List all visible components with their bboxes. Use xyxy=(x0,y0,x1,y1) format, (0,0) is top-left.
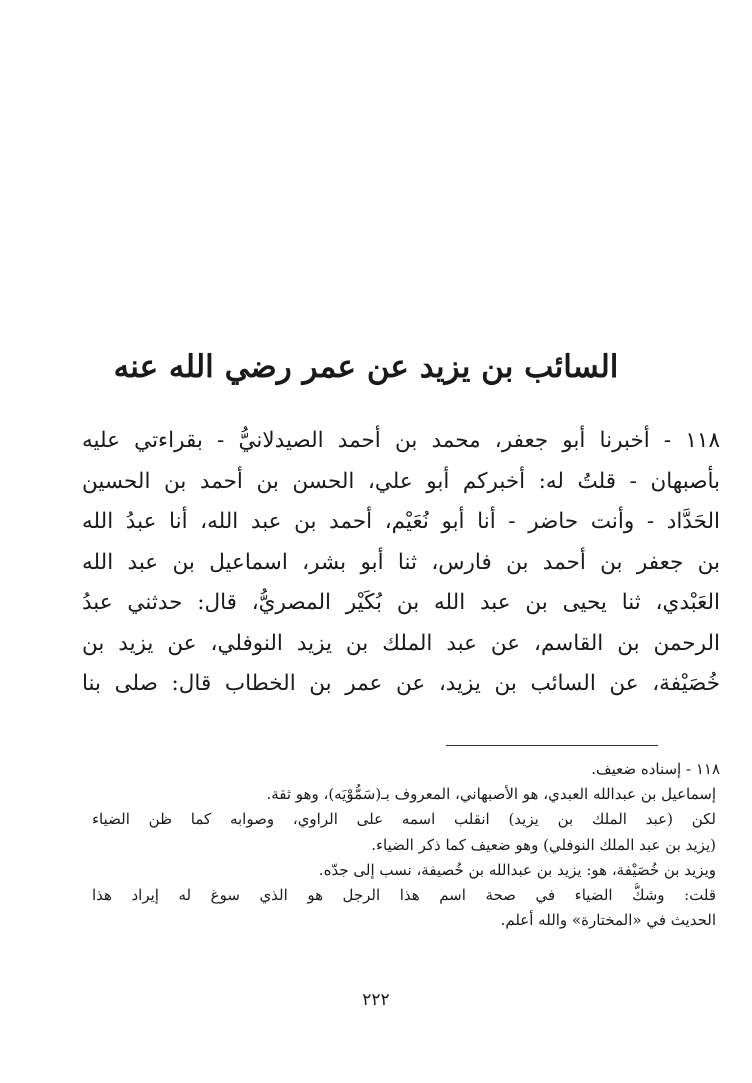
footnote-line: لكن (عبد الملك بن يزيد) انقلب اسمه على الراوي، وصوابه كما ظن الضياء xyxy=(92,810,716,829)
footnote-line: ١١٨ - إسناده ضعيف. xyxy=(591,760,720,778)
hadith-text xyxy=(82,421,720,705)
footnotes xyxy=(92,757,720,933)
text-line: ١١٨ - أخبرنا أبو جعفر، محمد بن أحمد الصيدلانيُّ - بقراءتي عليه xyxy=(82,428,720,453)
text-line: الرحمن بن القاسم، عن عبد الملك بن يزيد النوفلي، عن يزيد بن xyxy=(82,630,720,656)
text-line: الحَدَّاد - وأنت حاضر - أنا أبو نُعَيْم، أحمد بن عبد الله، أنا عبدُ الله xyxy=(82,509,720,534)
text-line: خُصَيْفة، عن السائب بن يزيد، عن عمر بن الخطاب قال: صلى بنا xyxy=(82,671,720,696)
footnote-line: الحديث في «المختارة» والله أعلم. xyxy=(500,911,716,930)
footnote-line: ويزيد بن خُصَيْفة، هو: يزيد بن عبدالله بن خُصيفة، نسب إلى جدّه. xyxy=(318,860,716,879)
footnote-line: (يزيد بن عبد الملك النوفلي) وهو ضعيف كما ذكر الضياء. xyxy=(371,835,716,854)
footnote-line: قلت: وشكُّ الضياء في صحة اسم هذا الرجل هو الذي سوغ له إيراد هذا xyxy=(92,885,716,904)
page-number: ٢٢٢ xyxy=(362,990,390,1010)
text-line: بأصبهان - قلتُ له: أخبركم أبو علي، الحسن بن أحمد بن الحسين xyxy=(82,468,720,494)
footnote-divider xyxy=(446,745,658,746)
footnote-line: إسماعيل بن عبدالله العبدي، هو الأصبهاني، المعروف بـ(سَمُّوْيَه)، وهو ثقة. xyxy=(266,785,716,804)
text-line: العَبْدي، ثنا يحيى بن عبد الله بن بُكَيْر المصريُّ، قال: حدثني عبدُ xyxy=(82,590,720,615)
text-line: بن جعفر بن أحمد بن فارس، ثنا أبو بشر، اسماعيل بن عبد الله xyxy=(82,549,720,575)
chapter-title: السائب بن يزيد عن عمر رضي الله عنه xyxy=(113,349,619,385)
